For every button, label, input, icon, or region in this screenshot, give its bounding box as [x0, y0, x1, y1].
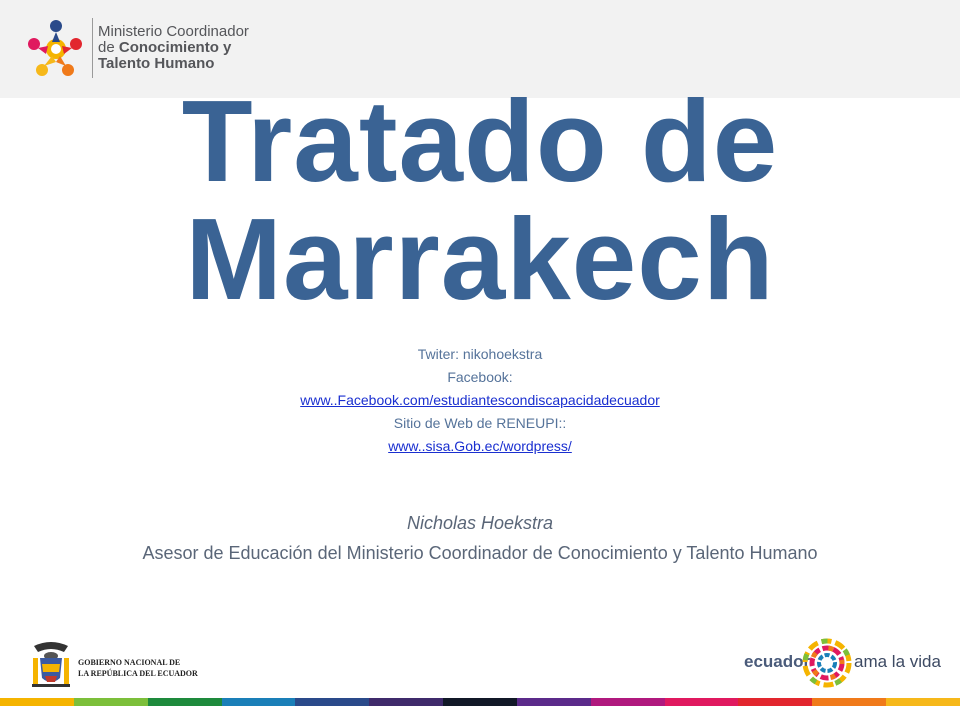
slogan: ama la vida: [854, 652, 941, 671]
presenter-role: Asesor de Educación del Ministerio Coordinador de Conocimiento y Talento Humano: [142, 543, 818, 563]
stripe-segment: [222, 698, 296, 706]
stripe-segment: [369, 698, 443, 706]
title-line-2: Marrakech: [185, 194, 775, 324]
ministry-brand: [98, 24, 249, 72]
contact-info: [0, 343, 960, 458]
website-link[interactable]: www..sisa.Gob.ec/wordpress/: [388, 438, 572, 454]
stripe-segment: [74, 698, 148, 706]
ministry-logo-icon: [22, 14, 90, 84]
stripe-segment: [517, 698, 591, 706]
twitter-handle: Twiter: nikohoekstra: [417, 346, 543, 362]
slide-title: [0, 76, 960, 324]
brand-line-1: Ministerio Coordinador: [98, 23, 249, 40]
facebook-link[interactable]: www..Facebook.com/estudiantescondiscapacidadecuador: [300, 392, 660, 408]
government-label: [78, 657, 198, 679]
stripe-segment: [0, 698, 74, 706]
stripe-segment: [812, 698, 886, 706]
government-line-1: GOBIERNO NACIONAL DE: [78, 658, 181, 667]
stripe-segment: [591, 698, 665, 706]
brand-line-2-bold: Conocimiento y: [118, 39, 232, 56]
logo-divider: [92, 18, 93, 78]
stripe-segment: [886, 698, 960, 706]
stripe-segment: [295, 698, 369, 706]
coat-of-arms-icon: [28, 640, 74, 692]
facebook-label: Facebook:: [447, 369, 513, 385]
stripe-segment: [443, 698, 517, 706]
title-line-1: Tratado de: [181, 76, 779, 206]
presenter-name: Nicholas Hoekstra: [406, 513, 554, 533]
ecuador-wordmark: ecuador: [744, 652, 811, 671]
stripe-segment: [665, 698, 739, 706]
stripe-segment: [738, 698, 812, 706]
government-line-2: LA REPÚBLICA DEL ECUADOR: [78, 669, 198, 678]
stripe-segment: [148, 698, 222, 706]
ecuador-rosette-icon: [802, 638, 852, 688]
website-label: Sitio de Web de RENEUPI::: [393, 415, 567, 431]
brand-line-3: Talento Humano: [98, 55, 215, 72]
brand-line-2: [98, 40, 249, 56]
color-stripe: [0, 698, 960, 706]
brand-line-2-prefix: de: [98, 39, 119, 56]
